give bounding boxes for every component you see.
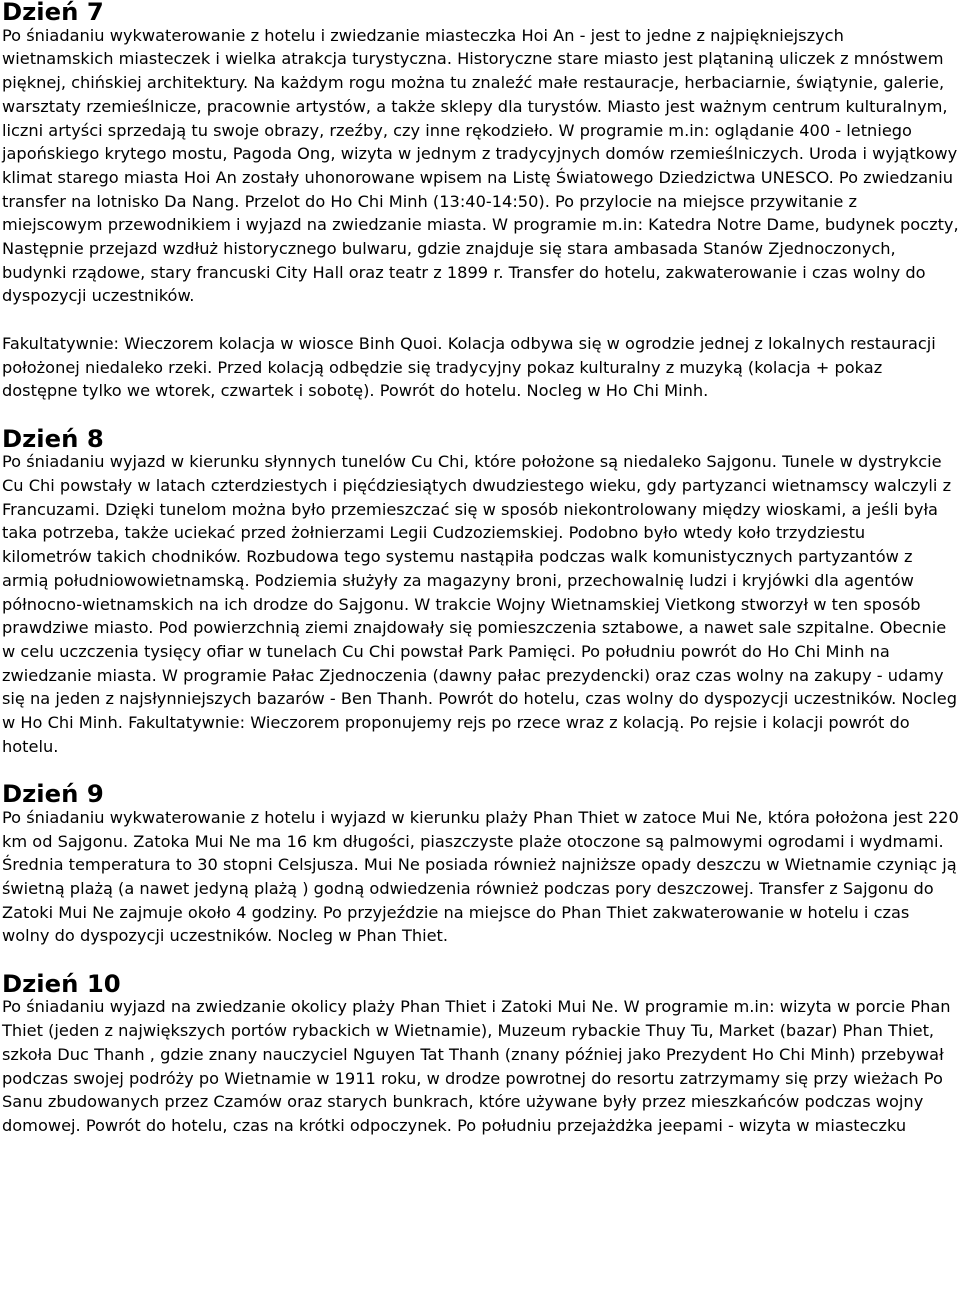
day-8-section [2,423,960,759]
day-8-title: Dzień 8 [2,423,104,453]
day-9-title: Dzień 9 [2,779,104,809]
day-7-paragraph-1: Po śniadaniu wykwaterowanie z hotelu i zwiedzanie miasteczka Hoi An - jest to jedne z najpiękniejszych wietnamskich miasteczek i wielka atrakcja turystyczna. Historyczne stare miasto jest plątaniną uliczek z mnóstwem pięknej, chińskiej architektury. Na każdym rogu można tu znaleźć małe restauracje, herbaciarnie, świątynie, galerie, warsztaty rzemieślnicze, pracownie artystów, a także sklepy dla turystów. Miasto jest ważnym centrum kulturalnym, liczni artyści sprzedają tu swoje obrazy, rzeźby, czy inne rękodzieło. W programie m.in: oglądanie 400 - letniego japońskiego krytego mostu, Pagoda Ong, wizyta w jednym z tradycyjnych domów rzemieślniczych. Uroda i wyjątkowy klimat starego miasta Hoi An zostały uhonorowane wpisem na Listę Światowego Dziedzictwa UNESCO. Po zwiedzaniu transfer na lotnisko Da Nang. Przelot do Ho Chi Minh (13:40-14:50). Po przylocie na miejsce przywitanie z miejscowym przewodnikiem i wyjazd na zwiedzanie miasta. W programie m.in: Katedra Notre Dame, budynek poczty, Następnie przejazd wzdłuż historycznego bulwaru, gdzie znajduje się stara ambasada Stanów Zjednoczonych, budynki rządowe, stary francuski City Hall oraz teatr z 1899 r. Transfer do hotelu, zakwaterowanie i czas wolny do dyspozycji uczestników. [2,25,959,306]
day-7-section [2,0,960,403]
day-10-section [2,968,960,1138]
day-8-paragraph-1: Po śniadaniu wyjazd w kierunku słynnych tunelów Cu Chi, które położone są niedaleko Sajgonu. Tunele w dystrykcie Cu Chi powstały w latach czterdziestych i pięćdziesiątych dwudziestego wieku, gdy partyzanci wietnamscy walczyli z Francuzami. Dzięki tunelom można było przemieszczać się w sposób niekontrolowany między wioskami, a jeśli była taka potrzeba, także uciekać przed żołnierzami Legii Cudzoziemskiej. Podobno było wtedy koło trzydziestu kilometrów takich chodników. Rozbudowa tego systemu nastąpiła podczas walk komunistycznych partyzantów z armią południowowietnamską. Podziemia służyły za magazyny broni, przechowalnię ludzi i kryjówki dla agentów północno-wietnamskich na ich drodze do Sajgonu. W trakcie Wojny Wietnamskiej Vietkong stworzył w ten sposób prawdziwe miasto. Pod powierzchnią ziemi znajdowały się pomieszczenia sztabowe, a nawet sale szpitalne. Obecnie w celu uczczenia tysięcy ofiar w tunelach Cu Chi powstał Park Pamięci. Po południu powrót do Ho Chi Minh na zwiedzanie miasta. W programie Pałac Zjednoczenia (dawny pałac prezydencki) oraz czas wolny na zakupy - udamy się na jeden z najsłynniejszych bazarów - Ben Thanh. Powrót do hotelu, czas wolny do dyspozycji uczestników. Nocleg w Ho Chi Minh. Fakultatywnie: Wieczorem proponujemy rejs po rzece wraz z kolacją. Po rejsie i kolacji powrót do hotelu. [2,452,958,756]
day-9-section [2,779,960,948]
day-10-title: Dzień 10 [2,968,121,998]
day-9-paragraph-1: Po śniadaniu wykwaterowanie z hotelu i wyjazd w kierunku plaży Phan Thiet w zatoce Mui Ne, która położona jest 220 km od Sajgonu. Zatoka Mui Ne ma 16 km długości, piaszczyste plaże otoczone są palmowymi ogrodami i wydmami. Średnia temperatura to 30 stopni Celsjusza. Mui Ne posiada również najniższe opady deszczu w Wietnamie czyniąc ją świetną plażą (a nawet jedyną plażą ) godną odwiedzenia również podczas pory deszczowej. Transfer z Sajgonu do Zatoki Mui Ne zajmuje około 4 godziny. Po przyjeździe na miejsce do Phan Thiet zakwaterowanie w hotelu i czas wolny do dyspozycji uczestników. Nocleg w Phan Thiet. [2,807,959,946]
day-10-paragraph-1: Po śniadaniu wyjazd na zwiedzanie okolicy plaży Phan Thiet i Zatoki Mui Ne. W programie m.in: wizyta w porcie Phan Thiet (jeden z największych portów rybackich w Wietnamie), Muzeum rybackie Thuy Tu, Market (bazar) Phan Thiet, szkoła Duc Thanh , gdzie znany nauczyciel Nguyen Tat Thanh (znany później jako Prezydent Ho Chi Minh) przebywał podczas swojej podróży po Wietnamie w 1911 roku, w drodze powrotnej do resortu zatrzymamy się przy wieżach Po Sanu zbudowanych przez Czamów oraz starych bunkrach, które używane były przez mieszkańców podczas wojny domowej. Powrót do hotelu, czas na krótki odpoczynek. Po południu przejażdżka jeepami - wizyta w miasteczku [2,997,951,1135]
day-7-title: Dzień 7 [2,0,104,26]
day-7-paragraph-2: Fakultatywnie: Wieczorem kolacja w wiosce Binh Quoi. Kolacja odbywa się w ogrodzie jednej z lokalnych restauracji położonej niedaleko rzeki. Przed kolacją odbędzie się tradycyjny pokaz kulturalny z muzyką (kolacja + pokaz dostępne tylko we wtorek, czwartek i sobotę). Powrót do hotelu. Nocleg w Ho Chi Minh. [2,333,936,401]
